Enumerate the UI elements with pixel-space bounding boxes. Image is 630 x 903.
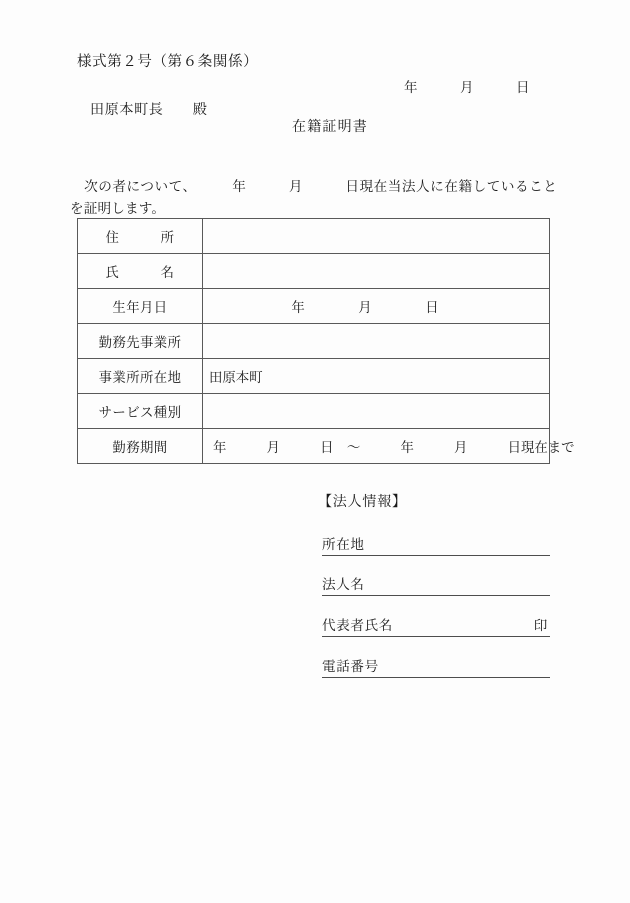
row-label-service-type: サービス種別 xyxy=(78,394,203,429)
corporate-field-location[interactable] xyxy=(322,530,550,556)
row-value-workplace[interactable] xyxy=(203,324,550,359)
row-label-workplace: 勤務先事業所 xyxy=(78,324,203,359)
corporate-field-representative-name[interactable] xyxy=(322,611,550,637)
row-value-name[interactable] xyxy=(203,254,550,289)
corporate-field-location-label: 所在地 xyxy=(322,537,365,552)
issue-date-line: 年 月 日 xyxy=(404,80,530,95)
table-row xyxy=(78,394,550,429)
seal-mark-icon: 印 xyxy=(533,618,548,633)
row-label-address: 住 所 xyxy=(78,219,203,254)
corporate-field-phone-number-label: 電話番号 xyxy=(322,659,379,674)
row-label-workplace-location: 事業所所在地 xyxy=(78,359,203,394)
certification-statement: 次の者について、 年 月 日現在当法人に在籍していることを証明します。 xyxy=(70,179,557,216)
row-value-workplace-location[interactable]: 田原本町 xyxy=(203,359,550,394)
row-value-birthdate[interactable]: 年 月 日 xyxy=(203,289,550,324)
table-row xyxy=(78,324,550,359)
corporate-info-heading: 【法人情報】 xyxy=(318,495,407,510)
addressee-line: 田原本町長 殿 xyxy=(90,103,208,118)
row-value-service-type[interactable] xyxy=(203,394,550,429)
table-row xyxy=(78,359,550,394)
corporate-field-corporation-name[interactable] xyxy=(322,570,550,596)
form-number: 様式第２号（第６条関係） xyxy=(77,54,259,70)
table-row xyxy=(78,429,550,464)
table-row xyxy=(78,219,550,254)
certificate-table xyxy=(77,218,575,464)
row-label-employment-period: 勤務期間 xyxy=(78,429,203,464)
row-label-birthdate: 生年月日 xyxy=(78,289,203,324)
table-row xyxy=(78,289,550,324)
corporate-field-phone-number[interactable] xyxy=(322,652,550,678)
table-row xyxy=(78,254,550,289)
document-title: 在籍証明書 xyxy=(292,120,368,135)
row-value-employment-period[interactable]: 年 月 日 ～ 年 月 日現在まで xyxy=(203,429,550,464)
row-value-address[interactable] xyxy=(203,219,550,254)
row-label-name: 氏 名 xyxy=(78,254,203,289)
corporate-field-representative-name-label: 代表者氏名 xyxy=(322,618,393,633)
corporate-field-corporation-name-label: 法人名 xyxy=(322,577,365,592)
